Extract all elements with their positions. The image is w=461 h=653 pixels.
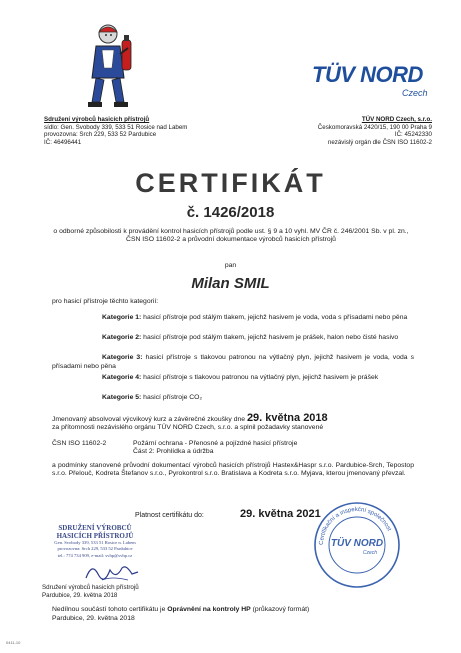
- tuv-nord-logo-sub: Czech: [402, 88, 428, 98]
- category-label: Kategorie 2:: [102, 334, 142, 341]
- validity-label: Platnost certifikátu do:: [135, 512, 204, 519]
- stamp-left-title: HASICÍCH PŘÍSTROJŮ: [56, 532, 134, 540]
- stamp-left-line: provozovna: Srch 229, 533 52 Pardubice: [57, 546, 133, 552]
- certificate-number: č. 1426/2018: [186, 204, 275, 221]
- categories-intro: pro hasicí přístroje těchto kategorií:: [52, 298, 159, 305]
- course-paragraph: [52, 414, 414, 433]
- signature: [82, 560, 142, 584]
- stamp-left-line: tel.: 774 734 909, e-mail: svhp@svhp.cz: [57, 552, 133, 558]
- validity-date: 29. května 2021: [240, 508, 321, 520]
- stamp-ring-text: Certifikační a inspekční společnost: [318, 506, 392, 546]
- course-text-b: za přítomnosti nezávislého orgánu TÜV NORD Czech, s.r.o. a splnil požadavky stanovené: [52, 424, 324, 432]
- header-left: [44, 116, 244, 146]
- category-item: [52, 334, 414, 343]
- certificate-intro: o odborné způsobilosti k provádění kontrol hasicích přístrojů podle ust. § 9 a 10 vyhl. MV ČR č. 246/2001 Sb. v pl. zn., ČSN ISO 11602-2 a průvodní dokumentace výrobců hasicích přístrojů: [53, 228, 409, 244]
- category-label: Kategorie 1:: [102, 314, 142, 321]
- tuv-nord-logo: [312, 62, 432, 98]
- right-line: nezávislý orgán dle ČSN ISO 11602-2: [327, 138, 432, 146]
- standard-code: ČSN ISO 11602-2: [52, 440, 107, 447]
- standard-description: [133, 440, 393, 457]
- stamp-center-sub: Czech: [362, 550, 378, 556]
- corner-mark: 0411-10: [6, 640, 21, 645]
- right-org-name: TÜV NORD Czech, s.r.o.: [361, 116, 432, 123]
- footer-b: Oprávnění na kontroly HP: [167, 606, 251, 613]
- stamp-left-line: Gen. Svobody 339, 533 51 Rosice n. Labem: [54, 540, 136, 545]
- left-line: provozovna: Srch 229, 533 52 Pardubice: [44, 131, 157, 139]
- holder-name: Milan SMIL: [191, 275, 270, 292]
- left-org-name: Sdružení výrobců hasicích přístrojů: [44, 116, 150, 123]
- stamp-right: [312, 500, 402, 590]
- category-item: [52, 354, 414, 371]
- footer-location: Pardubice, 29. května 2018: [52, 615, 135, 622]
- category-text: hasicí přístroje CO₂: [143, 394, 203, 401]
- signature-caption-line: Pardubice, 29. května 2018: [42, 591, 118, 599]
- category-text: hasicí přístroje s tlakovou patronou na výtlačný plyn, jejichž hasivem je voda, voda s přísadami nebo pěna: [52, 354, 415, 370]
- certificate-title: CERTIFIKÁT: [135, 168, 326, 198]
- signature-caption-line: Sdružení výrobců hasicích přístrojů: [42, 584, 139, 591]
- header-right: [252, 116, 432, 146]
- footer-note: [52, 606, 422, 614]
- right-line: IČ: 45242330: [394, 131, 432, 139]
- salutation: pan: [224, 262, 237, 269]
- stamp-left-title: SDRUŽENÍ VÝROBCŮ: [58, 524, 132, 532]
- category-text: hasicí přístroje s tlakovou patronou na výtlačný plyn, jejichž hasivem je prášek: [143, 374, 379, 381]
- left-line: sídlo: Gen. Svobody 339, 533 51 Rosice nad Labem: [44, 123, 188, 131]
- firefighter-logo: [82, 20, 144, 112]
- tuv-nord-logo-text: TÜV NORD: [312, 62, 423, 87]
- course-text-a: Jmenovaný absolvoval výcvikový kurz a závěrečné zkoušky dne: [52, 416, 246, 423]
- standard-line: Požární ochrana - Přenosné a pojízdné hasicí přístroje: [133, 440, 298, 447]
- right-line: Českomoravská 2420/15, 190 00 Praha 9: [317, 123, 432, 131]
- left-line: IČ: 46496441: [44, 138, 82, 146]
- producers-paragraph: a podmínky stanovené průvodní dokumentací výrobců hasicích přístrojů Hastex&Haspr s.r.o. Pardubice-Srch, Tepostop s.r.o. Přelouč, Kodreta Štefanov s.r.o., Pyrokontrol s.r.o. Bratislava a Kodreta s.r.o. Myjava, kterou jmenovaný převzal.: [52, 462, 414, 478]
- standard-line: Část 2: Prohlídka a údržba: [133, 448, 214, 456]
- category-item: [52, 314, 414, 323]
- category-label: Kategorie 4:: [102, 374, 142, 381]
- stamp-left: [40, 524, 150, 559]
- footer-c: (průkazový formát): [252, 606, 310, 613]
- category-text: hasicí přístroje pod stálým tlakem, jejichž hasivem je prášek, halon nebo čisté hasivo: [143, 334, 399, 341]
- category-text: hasicí přístroje pod stálým tlakem, jejichž hasivem je voda, voda s přísadami nebo pěna: [143, 314, 408, 321]
- category-label: Kategorie 5:: [102, 394, 142, 401]
- footer-a: Nedílnou součástí tohoto certifikátu je: [52, 606, 166, 613]
- course-date: 29. května 2018: [246, 412, 328, 424]
- stamp-center-text: TÜV NORD: [330, 538, 384, 549]
- category-label: Kategorie 3:: [102, 354, 143, 361]
- signature-caption: [42, 584, 139, 599]
- category-item: [52, 374, 414, 383]
- category-item: [52, 394, 414, 403]
